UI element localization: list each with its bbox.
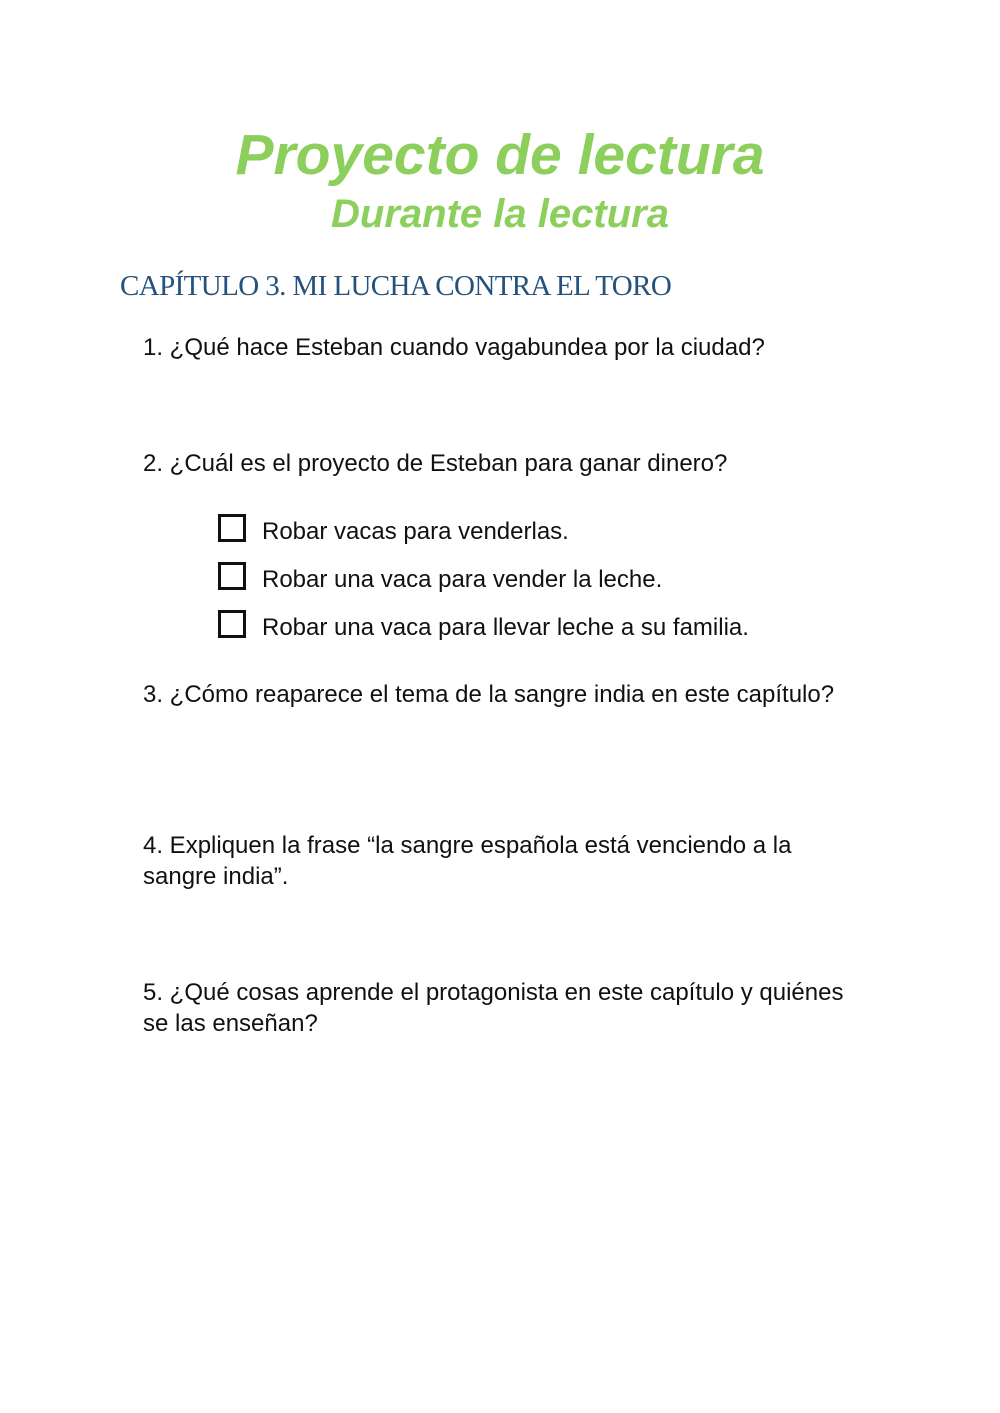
- checkbox-icon[interactable]: [218, 514, 246, 542]
- checkbox-icon[interactable]: [218, 610, 246, 638]
- worksheet-subtitle: Durante la lectura: [331, 192, 669, 236]
- option-label: Robar una vaca para vender la leche.: [262, 566, 663, 593]
- option-1[interactable]: [218, 512, 569, 546]
- question-2: 2. ¿Cuál es el proyecto de Esteban para ganar dinero?: [143, 450, 728, 477]
- option-2[interactable]: [218, 560, 662, 594]
- option-label: Robar vacas para venderlas.: [262, 518, 569, 545]
- option-3[interactable]: [218, 608, 749, 642]
- chapter-heading: CAPÍTULO 3. MI LUCHA CONTRA EL TORO: [120, 270, 672, 302]
- option-label: Robar una vaca para llevar leche a su familia.: [262, 614, 749, 641]
- question-1: 1. ¿Qué hace Esteban cuando vagabundea por la ciudad?: [143, 334, 765, 361]
- question-4: 4. Expliquen la frase “la sangre española está venciendo a la sangre india”.: [143, 832, 792, 890]
- checkbox-icon[interactable]: [218, 562, 246, 590]
- question-5: 5. ¿Qué cosas aprende el protagonista en este capítulo y quiénes se las enseñan?: [143, 979, 844, 1037]
- question-3: 3. ¿Cómo reaparece el tema de la sangre india en este capítulo?: [143, 681, 835, 708]
- worksheet-title: Proyecto de lectura: [235, 123, 765, 187]
